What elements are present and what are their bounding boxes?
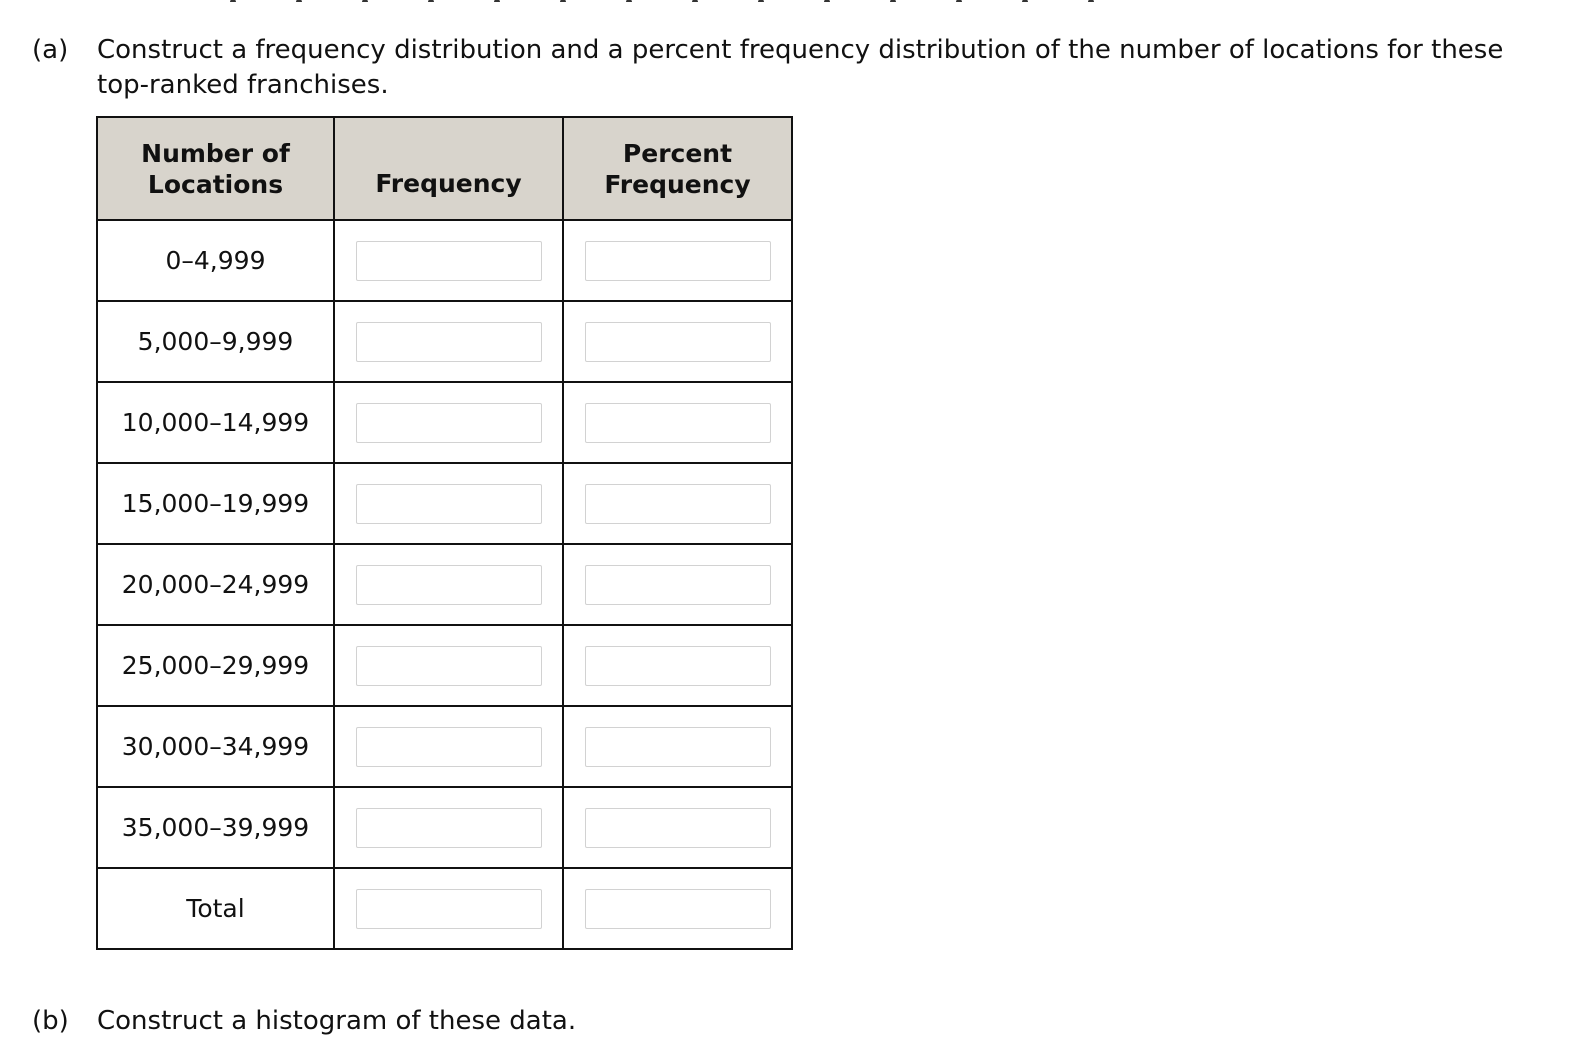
- percent-cell: [563, 706, 792, 787]
- percent-cell: [563, 463, 792, 544]
- frequency-input[interactable]: [356, 808, 542, 848]
- header-frequency: [334, 117, 563, 220]
- frequency-input[interactable]: [356, 727, 542, 767]
- part-b-label: (b): [32, 1006, 69, 1036]
- table-row: [97, 220, 792, 301]
- percent-input[interactable]: [585, 727, 771, 767]
- range-cell: 25,000–29,999: [97, 625, 334, 706]
- cutoff-previous-text: [230, 0, 1230, 2]
- percent-cell: [563, 544, 792, 625]
- frequency-cell: [334, 382, 563, 463]
- percent-cell: [563, 301, 792, 382]
- percent-cell: [563, 868, 792, 949]
- part-b-instruction: Construct a histogram of these data.: [97, 1006, 577, 1036]
- percent-input[interactable]: [585, 889, 771, 929]
- frequency-cell: [334, 625, 563, 706]
- percent-input[interactable]: [585, 403, 771, 443]
- range-cell: 5,000–9,999: [97, 301, 334, 382]
- table-row: [97, 625, 792, 706]
- frequency-cell: [334, 463, 563, 544]
- percent-cell: [563, 220, 792, 301]
- frequency-cell: [334, 706, 563, 787]
- percent-input[interactable]: [585, 565, 771, 605]
- frequency-input[interactable]: [356, 322, 542, 362]
- percent-cell: [563, 787, 792, 868]
- header-frequency-label: Frequency: [375, 169, 522, 198]
- frequency-input[interactable]: [356, 889, 542, 929]
- frequency-input[interactable]: [356, 646, 542, 686]
- frequency-distribution-table: [96, 116, 793, 950]
- table-row: [97, 382, 792, 463]
- question-part-b: [32, 1004, 1032, 1044]
- range-cell: Total: [97, 868, 334, 949]
- table-body: [97, 220, 792, 949]
- percent-input[interactable]: [585, 322, 771, 362]
- table-row: [97, 706, 792, 787]
- table-row: [97, 868, 792, 949]
- part-a-label: (a): [32, 35, 69, 65]
- range-cell: 30,000–34,999: [97, 706, 334, 787]
- header-percent-label: Percent Frequency: [604, 138, 751, 199]
- header-locations-label: Number of Locations: [141, 138, 290, 199]
- percent-input[interactable]: [585, 808, 771, 848]
- header-number-of-locations: [97, 117, 334, 220]
- percent-cell: [563, 625, 792, 706]
- frequency-input[interactable]: [356, 484, 542, 524]
- range-cell: 0–4,999: [97, 220, 334, 301]
- table-header-row: [97, 117, 792, 220]
- range-cell: 35,000–39,999: [97, 787, 334, 868]
- table-row: [97, 544, 792, 625]
- part-a-instruction: Construct a frequency distribution and a percent frequency distribution of the number of locations for these top-ranked franchises.: [97, 35, 1504, 100]
- percent-input[interactable]: [585, 646, 771, 686]
- table-row: [97, 787, 792, 868]
- percent-input[interactable]: [585, 241, 771, 281]
- range-cell: 20,000–24,999: [97, 544, 334, 625]
- header-percent-frequency: [563, 117, 792, 220]
- frequency-cell: [334, 787, 563, 868]
- percent-input[interactable]: [585, 484, 771, 524]
- frequency-cell: [334, 544, 563, 625]
- frequency-cell: [334, 868, 563, 949]
- table-row: [97, 301, 792, 382]
- percent-cell: [563, 382, 792, 463]
- frequency-cell: [334, 301, 563, 382]
- frequency-input[interactable]: [356, 241, 542, 281]
- frequency-input[interactable]: [356, 403, 542, 443]
- range-cell: 15,000–19,999: [97, 463, 334, 544]
- frequency-cell: [334, 220, 563, 301]
- question-part-a: [32, 33, 1562, 113]
- table-row: [97, 463, 792, 544]
- frequency-input[interactable]: [356, 565, 542, 605]
- range-cell: 10,000–14,999: [97, 382, 334, 463]
